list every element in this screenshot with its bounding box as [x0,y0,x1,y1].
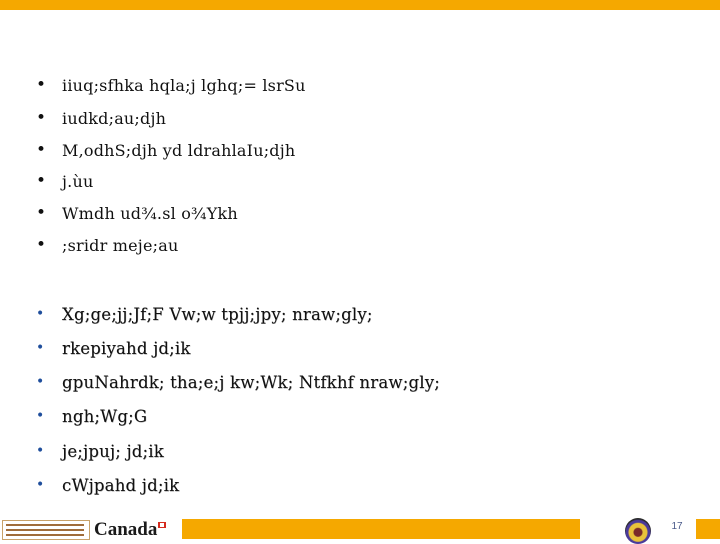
list-item [36,370,440,394]
bullet-icon: • [36,477,45,493]
list-item-text: rkepiyahd jd;ik [62,338,191,358]
bullet-icon: • [36,234,47,255]
list-item [36,73,306,97]
list-item [36,106,166,130]
bullet-icon: • [36,139,47,160]
list-item-text: cWjpahd jd;ik [62,475,180,495]
list-item [36,302,373,326]
flag-icon [158,522,166,528]
bullet-icon: • [36,408,45,424]
list-item-text: iudkd;au;djh [62,108,167,128]
list-item [36,473,179,497]
footer [0,518,720,540]
list-item-text: Wmdh ud¾.sl o¾Ykh [62,203,238,223]
partner-logo [2,520,90,540]
list-item [36,169,93,193]
bullet-icon: • [36,107,47,128]
emblem-icon [625,518,651,544]
list-item-text: ngh;Wg;G [62,406,148,426]
list-item-text: ;sridr meje;au [62,235,179,255]
footer-accent-bar-right [696,519,720,539]
list-item [36,138,295,162]
list-item [36,336,191,360]
canada-wordmark-logo [94,519,166,539]
bullet-icon: • [36,202,47,223]
bullet-icon: • [36,340,45,356]
list-item [36,439,164,463]
list-item [36,201,238,225]
bullet-icon: • [36,374,45,390]
bullet-icon: • [36,170,47,191]
footer-accent-bar [182,519,580,539]
bullet-icon: • [36,74,47,95]
list-item-text: je;jpuj; jd;ik [62,441,164,461]
list-item-text: Xg;ge;jj;Jf;F Vw;w tpjj;jpy; nraw;gly; [62,304,373,324]
bullet-icon: • [36,306,45,322]
page-number: 17 [671,521,683,532]
bullet-icon: • [36,443,45,459]
list-item [36,233,178,257]
list-item [36,404,147,428]
canada-wordmark: Canada [94,518,158,540]
list-item-text: iiuq;sfhka hqla;j lghq;= lsrSu [62,75,306,95]
list-item-text: gpuNahrdk; tha;e;j kw;Wk; Ntfkhf nraw;gly; [62,372,440,392]
list-item-text: M,odhS;djh yd ldrahlaIu;djh [62,140,296,160]
list-item-text: j.ùu [62,171,94,191]
